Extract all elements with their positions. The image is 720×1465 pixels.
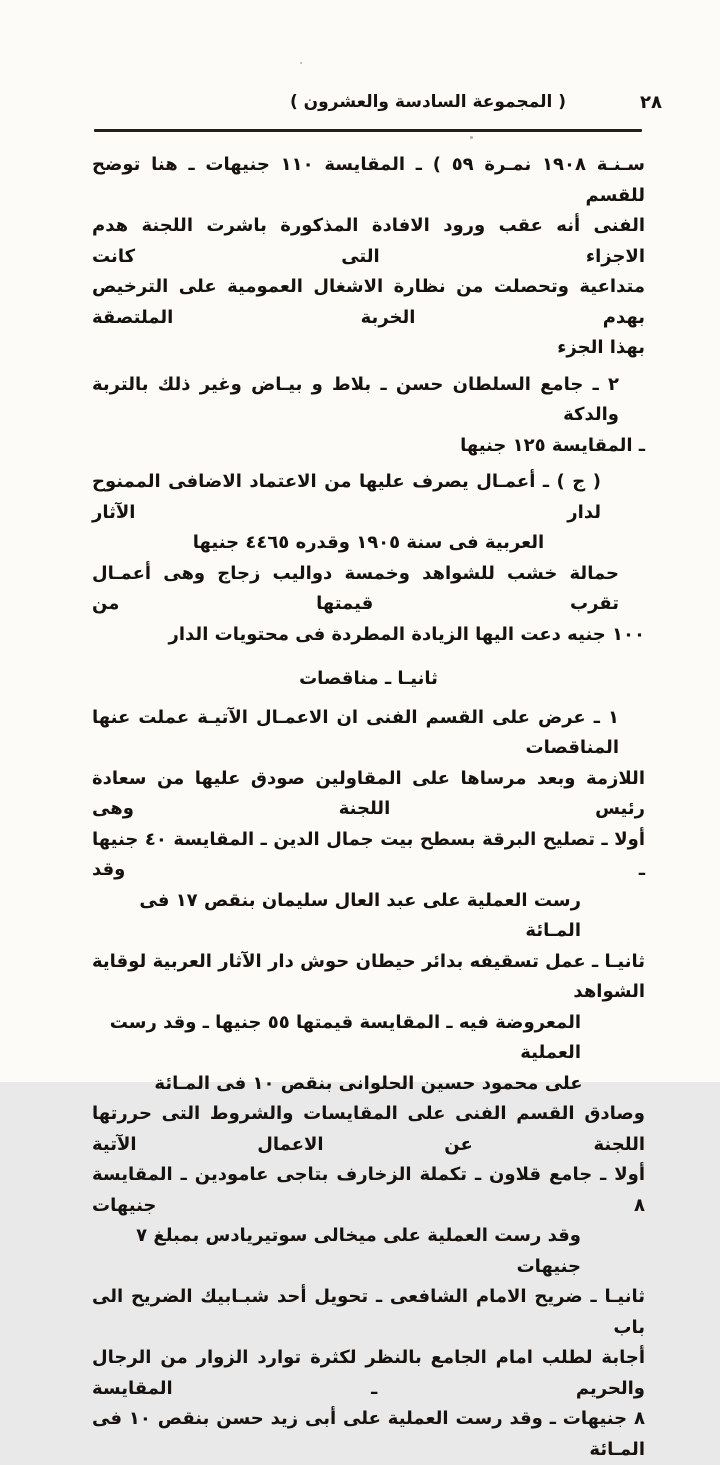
text-line: الفنى أنه عقب ورود الافادة المذكورة باشرت اللجنة هدم الاجزاء التى كانت [92,215,645,267]
scan-speck [300,62,302,64]
page-number: ٢٨ [640,92,662,113]
text-line: ثانيـا ـ عمل تسقيفه بدائر حيطان حوش دار الآثار العربية لوقاية الشواهد [92,950,645,1002]
text-line: المعروضة فيه ـ المقايسة قيمتها ٥٥ جنيها ـ وقد رست العملية [109,1011,581,1063]
text-line: على محمود حسين الحلوانى بنقص ١٠ فى المـائة [154,1072,583,1094]
text-line: العربية فى سنة ١٩٠٥ وقدره ٤٤٦٥ جنيها [192,532,545,553]
text-line: اللازمة وبعد مرساها على المقاولين صودق عليها من سعادة رئيس اللجنة وهى [92,767,645,819]
text-line: أولا ـ تصليح البرقة بسطح بيت جمال الدين ـ المقايسة ٤٠ جنيها ـ وقد [92,828,646,880]
text-line: سـنـة ١٩٠٨ نمـرة ٥٩ ) ـ المقايسة ١١٠ جنيهات ـ هنا توضح للقسم [92,154,645,206]
text-line: بهذا الجزء [557,337,645,358]
text-line: ـ المقايسة ١٢٥ جنيها [460,434,645,456]
header-title: ( المجموعة السادسة والعشرون ) [289,92,567,112]
text-line: متداعية وتحصلت من نظارة الاشغال العمومية على الترخيص بهدم الخربة الملتصقة [92,276,645,328]
section-heading: ثانيـا ـ مناقصات [299,668,438,689]
text-line: ( ج ) ـ أعمـال يصرف عليها من الاعتماد الاضافى الممنوح لدار الآثار [92,471,601,523]
text-line: ٨ جنيهات ـ وقد رست العملية على أبى زيد حسن بنقص ١٠ فى المـائة [92,1408,646,1460]
scan-speck [470,136,473,139]
text-line: رست العملية على عبد العال سليمان بنقص ١٧ فى المـائة [139,889,581,941]
text-line: ١ ـ عرض على القسم الفنى ان الاعمـال الآتيـة عملت عنها المناقصات [92,706,619,758]
text-line: وصادق القسم الفنى على المقايسات والشروط التى حررتها اللجنة عن الاعمال الآتية [92,1103,645,1155]
text-line: حمالة خشب للشواهد وخمسة دواليب زجاج وهى أعمـال تقرب قيمتها من [92,562,619,614]
text-line: ١٠٠ جنيه دعت اليها الزيادة المطردة فى محتويات الدار [168,623,645,645]
page-header [0,90,720,120]
text-line: وقد رست العملية على ميخالى سوتيريادس بمبلغ ٧ جنيهات [136,1225,581,1277]
header-rule [94,129,642,132]
text-line: ٢ ـ جامع السلطان حسن ـ بلاط و بيـاض وغير ذلك بالتربة والدكة [92,373,619,425]
body-text [92,150,645,1465]
text-line: أولا ـ جامع قلاون ـ تكملة الزخارف بتاجى عامودين ـ المقايسة ٨ جنيهات [92,1164,645,1216]
text-line: أجابة لطلب امام الجامع بالنظر لكثرة توارد الزوار من الرجال والحريم ـ المقايسة [92,1347,645,1399]
text-line: ثانيـا ـ ضريح الامام الشافعى ـ تحويل أحد شبـابيك الضريح الى باب [92,1286,645,1338]
